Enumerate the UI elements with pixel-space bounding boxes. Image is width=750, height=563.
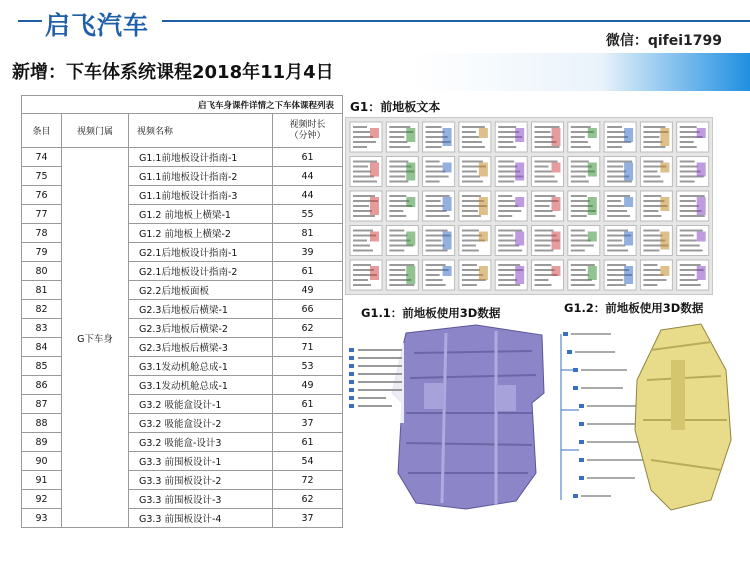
item-number: 87 — [22, 395, 62, 414]
table-caption: 启飞车身课件详情之下车体课程列表 — [22, 96, 343, 114]
video-duration: 61 — [273, 433, 343, 452]
course-table — [21, 95, 343, 528]
video-duration: 49 — [273, 376, 343, 395]
page-thumbnail — [568, 226, 600, 256]
video-duration: 49 — [273, 281, 343, 300]
item-number: 77 — [22, 205, 62, 224]
video-duration: 37 — [273, 414, 343, 433]
header-video-name: 视频名称 — [129, 114, 273, 148]
page-thumbnail — [677, 260, 709, 290]
video-name: G3.1发动机舱总成-1 — [129, 357, 273, 376]
item-number: 93 — [22, 509, 62, 528]
page-thumbnail — [495, 260, 527, 290]
page-thumbnail — [350, 191, 382, 221]
video-duration: 62 — [273, 319, 343, 338]
page-thumbnail — [350, 260, 382, 290]
video-name: G3.2 吸能盒设计-1 — [129, 395, 273, 414]
page-thumbnail — [423, 191, 455, 221]
page-thumbnail — [386, 157, 418, 187]
brand-title: 启飞汽车 — [45, 11, 150, 40]
page-title: 新增：下车体系统课程2018年11月4日 — [12, 62, 334, 83]
brand-rule-left — [18, 20, 42, 22]
wechat-contact: 微信：qifei1799 — [605, 33, 722, 49]
page-thumbnail — [495, 122, 527, 152]
front-floor-3d-drawing — [346, 323, 551, 513]
video-name: G3.3 前围板设计-4 — [129, 509, 273, 528]
page-thumbnail — [677, 191, 709, 221]
page-thumbnail — [640, 226, 672, 256]
page-thumbnail — [459, 122, 491, 152]
item-number: 89 — [22, 433, 62, 452]
header-duration — [273, 114, 343, 148]
page-thumbnail — [568, 260, 600, 290]
item-number: 81 — [22, 281, 62, 300]
page-thumbnail — [459, 191, 491, 221]
page-thumbnail — [532, 122, 564, 152]
video-duration: 44 — [273, 167, 343, 186]
video-name: G2.3后地板后横梁-1 — [129, 300, 273, 319]
video-duration: 72 — [273, 471, 343, 490]
g1-label: G1：前地板文本 — [350, 100, 441, 114]
page-thumbnail — [495, 226, 527, 256]
item-number: 79 — [22, 243, 62, 262]
video-duration: 61 — [273, 148, 343, 167]
page-thumbnail — [423, 260, 455, 290]
video-duration: 53 — [273, 357, 343, 376]
page-thumbnail — [677, 157, 709, 187]
page-thumbnail — [532, 157, 564, 187]
front-floor-crossmember-3d-image — [551, 320, 739, 513]
page-thumbnail — [604, 157, 636, 187]
brand-rule-right — [162, 20, 750, 22]
page-thumbnail — [532, 260, 564, 290]
video-name: G2.1后地板设计指南-2 — [129, 262, 273, 281]
table-row — [22, 148, 343, 167]
item-number: 76 — [22, 186, 62, 205]
page-thumbnail — [423, 122, 455, 152]
video-name: G3.3 前围板设计-3 — [129, 490, 273, 509]
video-name: G3.2 吸能盒-设计3 — [129, 433, 273, 452]
video-duration: 81 — [273, 224, 343, 243]
g12-label: G1.2：前地板使用3D数据 — [564, 301, 704, 315]
video-duration: 54 — [273, 452, 343, 471]
video-duration: 61 — [273, 262, 343, 281]
video-name: G1.1前地板设计指南-1 — [129, 148, 273, 167]
item-number: 88 — [22, 414, 62, 433]
page-thumbnail — [350, 226, 382, 256]
page-thumbnail — [423, 226, 455, 256]
page-thumbnail — [532, 191, 564, 221]
video-duration: 71 — [273, 338, 343, 357]
video-name: G3.1发动机舱总成-1 — [129, 376, 273, 395]
page-thumbnail — [459, 260, 491, 290]
video-name: G3.2 吸能盒设计-2 — [129, 414, 273, 433]
document-thumbnails-image — [345, 117, 713, 295]
page-thumbnail — [604, 122, 636, 152]
page-thumbnail — [677, 226, 709, 256]
item-number: 80 — [22, 262, 62, 281]
page-thumbnail — [350, 157, 382, 187]
item-number: 86 — [22, 376, 62, 395]
category-cell: G下车身 — [62, 148, 129, 528]
page-thumbnail — [568, 122, 600, 152]
page-thumbnail — [350, 122, 382, 152]
g11-label: G1.1：前地板使用3D数据 — [361, 306, 501, 320]
video-duration: 39 — [273, 243, 343, 262]
page-thumbnail — [495, 191, 527, 221]
page-thumbnail — [459, 157, 491, 187]
item-number: 90 — [22, 452, 62, 471]
item-number: 92 — [22, 490, 62, 509]
video-name: G2.3后地板后横梁-2 — [129, 319, 273, 338]
item-number: 91 — [22, 471, 62, 490]
video-duration: 61 — [273, 395, 343, 414]
course-table-wrapper — [21, 95, 342, 528]
page-thumbnail — [604, 191, 636, 221]
video-duration: 66 — [273, 300, 343, 319]
item-number: 85 — [22, 357, 62, 376]
crossmember-3d-drawing — [551, 320, 739, 513]
thumbnail-grid — [346, 118, 714, 296]
video-name: G1.2 前地板上横梁-2 — [129, 224, 273, 243]
table-header-row — [22, 114, 343, 148]
video-duration: 55 — [273, 205, 343, 224]
header-item-no: 条目 — [22, 114, 62, 148]
page-thumbnail — [640, 191, 672, 221]
item-number: 83 — [22, 319, 62, 338]
video-duration: 37 — [273, 509, 343, 528]
item-number: 78 — [22, 224, 62, 243]
page-thumbnail — [640, 260, 672, 290]
page-thumbnail — [677, 122, 709, 152]
video-name: G3.3 前围板设计-1 — [129, 452, 273, 471]
page-thumbnail — [604, 260, 636, 290]
page-thumbnail — [386, 226, 418, 256]
page-thumbnail — [386, 191, 418, 221]
video-name: G1.2 前地板上横梁-1 — [129, 205, 273, 224]
video-name: G1.1前地板设计指南-2 — [129, 167, 273, 186]
page-thumbnail — [386, 122, 418, 152]
page-thumbnail — [386, 260, 418, 290]
page-thumbnail — [568, 157, 600, 187]
header-duration-text: 视频时长 （分钟） — [289, 119, 326, 141]
video-name: G3.3 前围板设计-2 — [129, 471, 273, 490]
page-thumbnail — [640, 157, 672, 187]
item-number: 75 — [22, 167, 62, 186]
page-thumbnail — [459, 226, 491, 256]
page-thumbnail — [423, 157, 455, 187]
video-name: G2.1后地板设计指南-1 — [129, 243, 273, 262]
video-name: G2.3后地板后横梁-3 — [129, 338, 273, 357]
item-number: 84 — [22, 338, 62, 357]
page-thumbnail — [568, 191, 600, 221]
video-duration: 62 — [273, 490, 343, 509]
header-category: 视频门属 — [62, 114, 129, 148]
item-number: 74 — [22, 148, 62, 167]
video-name: G2.2后地板面板 — [129, 281, 273, 300]
item-number: 82 — [22, 300, 62, 319]
video-duration: 44 — [273, 186, 343, 205]
page-thumbnail — [640, 122, 672, 152]
page-thumbnail — [495, 157, 527, 187]
front-floor-3d-image — [346, 323, 551, 513]
video-name: G1.1前地板设计指南-3 — [129, 186, 273, 205]
page-thumbnail — [532, 226, 564, 256]
page-thumbnail — [604, 226, 636, 256]
